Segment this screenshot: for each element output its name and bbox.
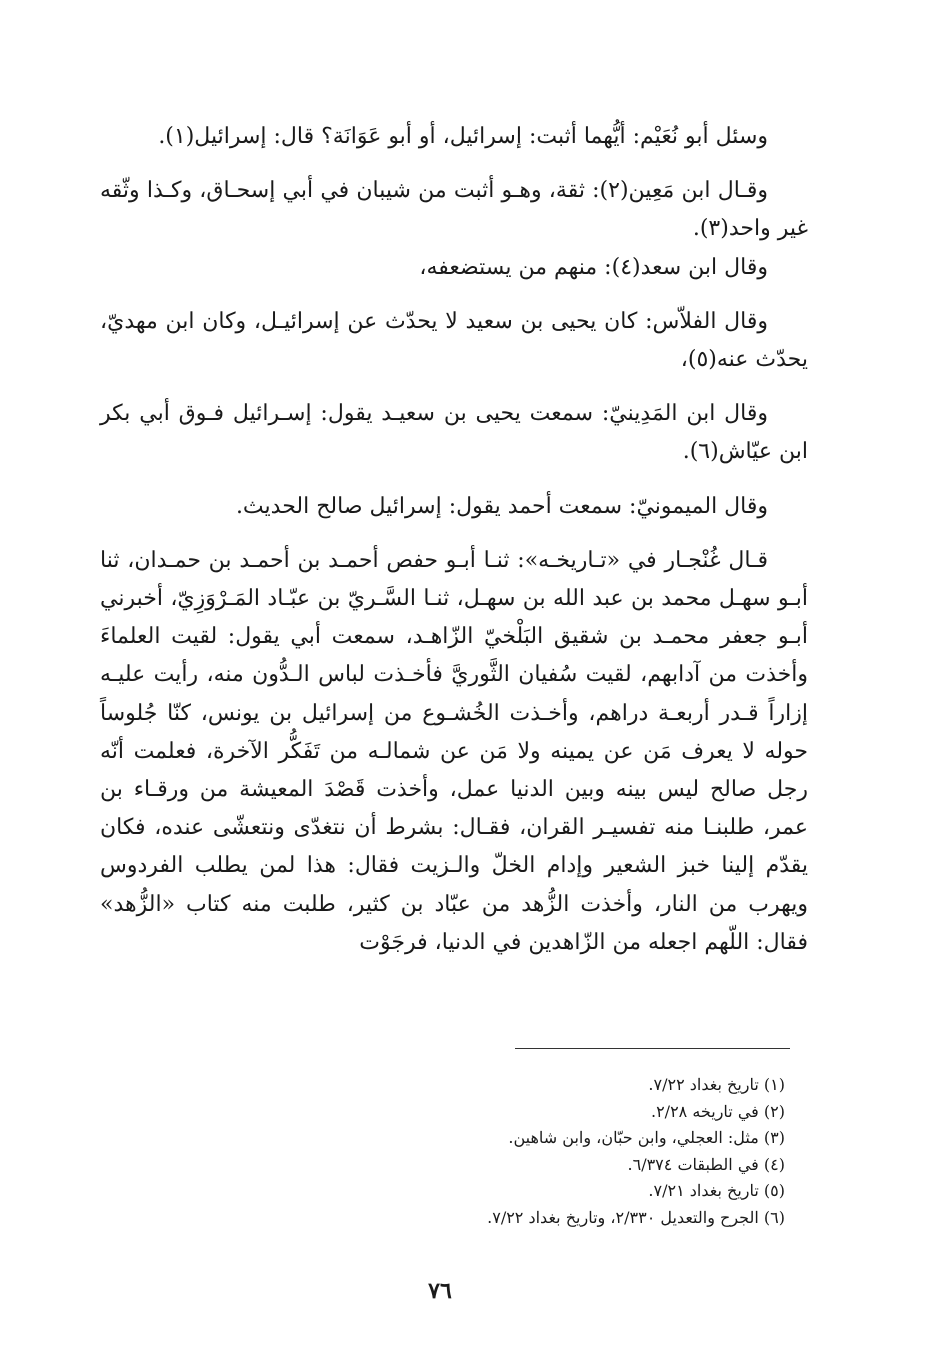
footnote: (٥) تاريخ بغداد ٧/٢١.: [648, 1181, 785, 1201]
paragraph: قـال غُنْجـار في «تـاريخـه»: ثنـا أبـو حفص أحمـد بن أحمـد بن حمـدان، ثنا أبـو سهـل محمد بن عبد الله بن سهـل، ثنـا السَّـريّ بن عبّـاد المَـرْوَزِيّ، أخبرني أبـو جعفر محمـد بن شقيق البَلْخيّ الزّاهـد، سمعت أبي يقول: لقيت العلماءَ وأخذت من آدابهم، لقيت سُفيان الثَّوريَّ فأخـذت لباس الـدُّون منه، رأيت عليـه إزاراً قـدر أربعـة دراهم، وأخـذت الخُشـوع من إسرائيل بن يونس، كنّا جُلوساً حوله لا يعرف مَن عن يمينه ولا مَن عن شمالـه من تَفَكُّر الآخرة، فعلمت أنّه رجل صالح ليس بينه وبين الدنيا عمل، وأخذت قَصْدَ المعيشة من ورقـاء بن عمر، طلبنـا منه تفسيـر القران، فقـال: بشرط أن نتغدّى ونتعشّى عنده، فكان يقدّم إلينا خبز الشعير وإدام الخلّ والـزيت فقال: هذا لمن يطلب الفردوس ويهرب من النار، وأخذت الزُّهد من عبّاد بن كثير، طلبت منه كتاب «الزُّهد» فقال: اللّهم اجعله من الزّاهدين في الدنيا، فرجَوْت: [100, 547, 808, 955]
footnote: (١) تاريخ بغداد ٧/٢٢.: [648, 1075, 785, 1094]
page-number: ٧٦: [428, 1278, 452, 1304]
paragraph: وسئل أبو نُعَيْم: أيُّهما أثبت: إسرائيل، أو أبو عَوَانَة؟ قال: إسرائيل(١).: [158, 124, 768, 149]
paragraph: وقال ابن المَدِينيّ: سمعت يحيى بن سعيـد يقول: إسـرائيل فـوق أبي بكر ابن عيّاش(٦).: [100, 401, 808, 465]
main-text: [100, 118, 808, 962]
paragraph: وقال الفلاّس: كان يحيى بن سعيد لا يحدّث عن إسرائيـل، وكان ابن مهديّ، يحدّث عنه(٥)،: [100, 308, 808, 373]
paragraph: وقـال ابن مَعِين(٢): ثقة، وهـو أثبت من شيبان في أبي إسحـاق، وكـذا وثّقه غير واحد(٣).: [100, 178, 808, 242]
footnotes: [300, 1072, 785, 1232]
footnote-separator: [515, 1048, 790, 1049]
footnote: (٢) في تاريخه ٢/٢٨.: [650, 1101, 785, 1121]
paragraph: وقال الميمونيّ: سمعت أحمد يقول: إسرائيل صالح الحديث.: [235, 493, 768, 519]
paragraph: وقال ابن سعد(٤): منهم من يستضعفه،: [419, 254, 768, 280]
footnote: (٣) مثل: العجلي، وابن حبّان، وابن شاهين.: [508, 1128, 785, 1148]
footnote: (٤) في الطبقات ٦/٣٧٤.: [627, 1154, 785, 1174]
footnote: (٦) الجرح والتعديل ٢/٣٣٠، وتاريخ بغداد ٧/٢٢.: [487, 1207, 785, 1227]
